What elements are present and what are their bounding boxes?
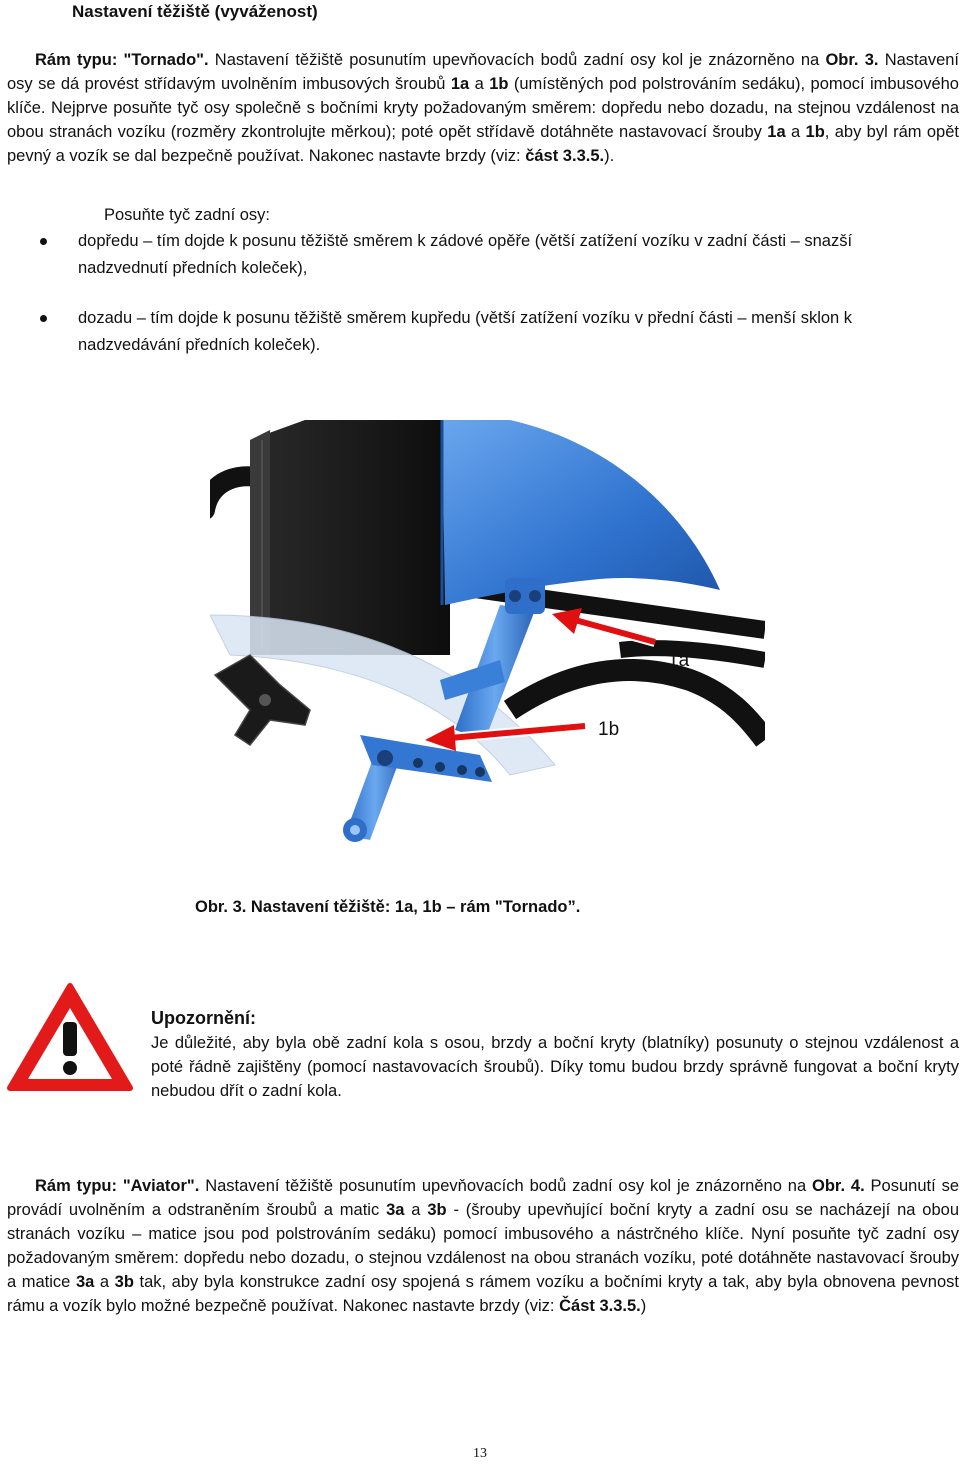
paragraph-tornado: Rám typu: "Tornado". Nastavení těžiště posunutím upevňovacích bodů zadní osy kol je znázorněno na Obr. 3. Nastavení osy se dá provést střídavým uvolněním imbusových šroubů 1a a 1b (umístěných pod polstrováním sedáku), pomocí imbusového klíče. Nejprve posuňte tyč osy společně s bočními kryty požadovaným směrem: dopředu nebo dozadu, na stejnou vzdálenost na obou stranách vozíku (rozměry zkontrolujte měrkou); poté opět střídavě dotáhněte nastavovací šrouby 1a a 1b, aby byl rám opět pevný a vozík se dal bezpečně používat. Nakonec nastavte brzdy (viz: část 3.3.5.). [7,51,960,165]
move-axle-intro: Posuňte tyč zadní osy: [104,206,271,224]
label-1b: 1b [598,719,620,740]
list-item-text: dozadu – tím dojde k posunu těžiště směrem kupředu (větší zatížení vozíku v přední části – menší sklon k nadzvedávání předních koleček). [78,309,853,354]
bullet-icon [40,238,47,245]
warning-body: Je důležité, aby byla obě zadní kola s osou, brzdy a boční kryty (blatníky) posunuty o stejnou vzdálenost a poté řádně zajištěny (pomocí nastavovacích šroubů). Díky tomu budou brzdy správně fungovat a boční kryty nebudou dřít o zadní kola. [151,1034,959,1100]
warning-title: Upozornění: [151,1008,256,1028]
paragraph-aviator: Rám typu: "Aviator". Nastavení těžiště posunutím upevňovacích bodů zadní osy kol je znázorněno na Obr. 4. Posunutí se provádí uvolněním a odstraněním šroubů a matic 3a a 3b - (šrouby upevňující boční kryty a zadní osu se nacházejí na obou stranách vozíku – matice jsou pod polstrováním sedáku) pomocí imbusového a nástrčného klíče. Nyní posuňte tyč zadní osy požadovaným směrem: dopředu nebo dozadu, o stejnou vzdálenost na obou stranách vozíku, poté dotáhněte nastavovací šrouby a matice 3a a 3b tak, aby byla konstrukce zadní osy spojená s rámem vozíku a bočními kryty a tak, aby byla obnovena pevnost rámu a vozík bylo možné bezpečně používat. Nakonec nastavte brzdy (viz: Část 3.3.5.) [7,1177,959,1315]
frame-type-tornado: Rám typu: "Tornado". [35,51,209,69]
figure-tornado-frame [210,420,765,860]
page-number: 13 [473,1446,487,1461]
warning-triangle-icon [6,982,134,1092]
side-cover-fender [442,420,720,605]
frame-type-aviator: Rám typu: "Aviator". [35,1177,200,1195]
bullet-icon [40,315,47,322]
list-item-text: dopředu – tím dojde k posunu těžiště směrem k zádové opěře (větší zatížení vozíku v zadní části – snazší nadzvednutí předních koleček), [78,232,853,277]
label-1a: 1a [668,650,690,671]
section-heading: Nastavení těžiště (vyváženost) [72,2,318,21]
figure-caption: Obr. 3. Nastavení těžiště: 1a, 1b – rám "Tornado”. [195,898,581,916]
